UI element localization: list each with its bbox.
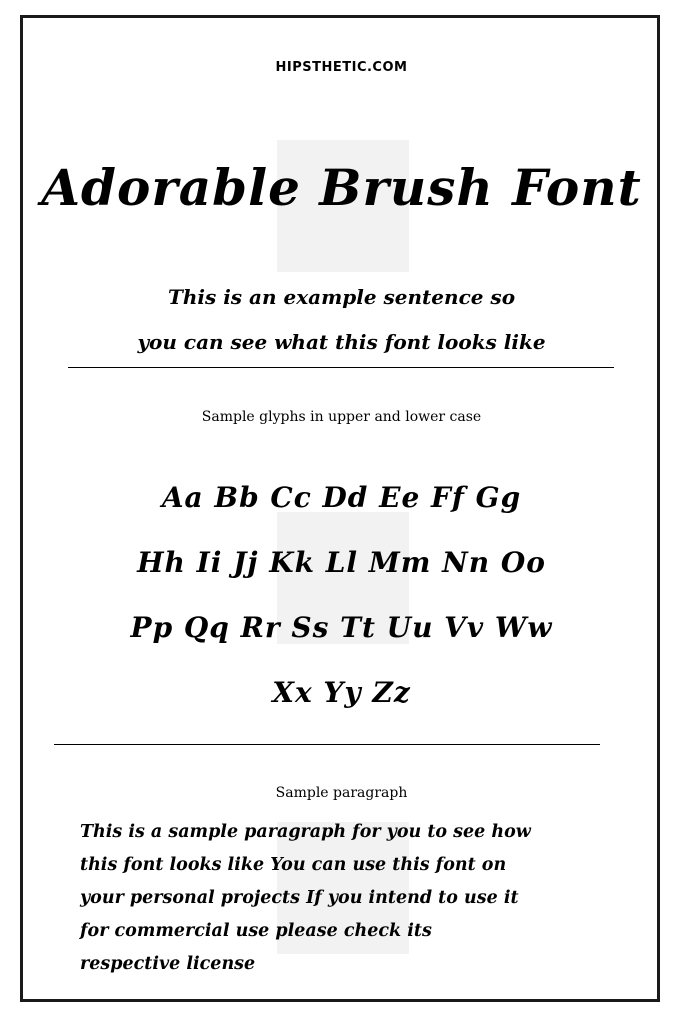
glyph-line: Aa Bb Cc Dd Ee Ff Gg — [161, 481, 522, 514]
paragraph-line: your personal projects If you intend to use it — [80, 888, 519, 908]
glyph-line: Xx Yy Zz — [272, 676, 411, 709]
example-sentence-line: This is an example sentence so — [167, 285, 516, 309]
example-sentence-line: you can see what this font looks like — [137, 330, 546, 354]
glyphs-caption: Sample glyphs in upper and lower case — [201, 409, 482, 425]
paragraph-caption: Sample paragraph — [275, 785, 408, 801]
paragraph-line: respective license — [80, 954, 256, 974]
divider — [54, 744, 600, 745]
paragraph-line: for commercial use please check its — [80, 921, 432, 941]
glyph-line: Pp Qq Rr Ss Tt Uu Vv Ww — [130, 611, 553, 644]
divider — [68, 367, 614, 368]
font-title: Adorable Brush Font — [41, 158, 642, 217]
site-name: HIPSTHETIC.COM — [275, 60, 408, 75]
glyph-line: Hh Ii Jj Kk Ll Mm Nn Oo — [137, 546, 546, 579]
paragraph-line: This is a sample paragraph for you to see how — [80, 822, 531, 842]
paragraph-line: this font looks like You can use this font on — [80, 855, 507, 875]
